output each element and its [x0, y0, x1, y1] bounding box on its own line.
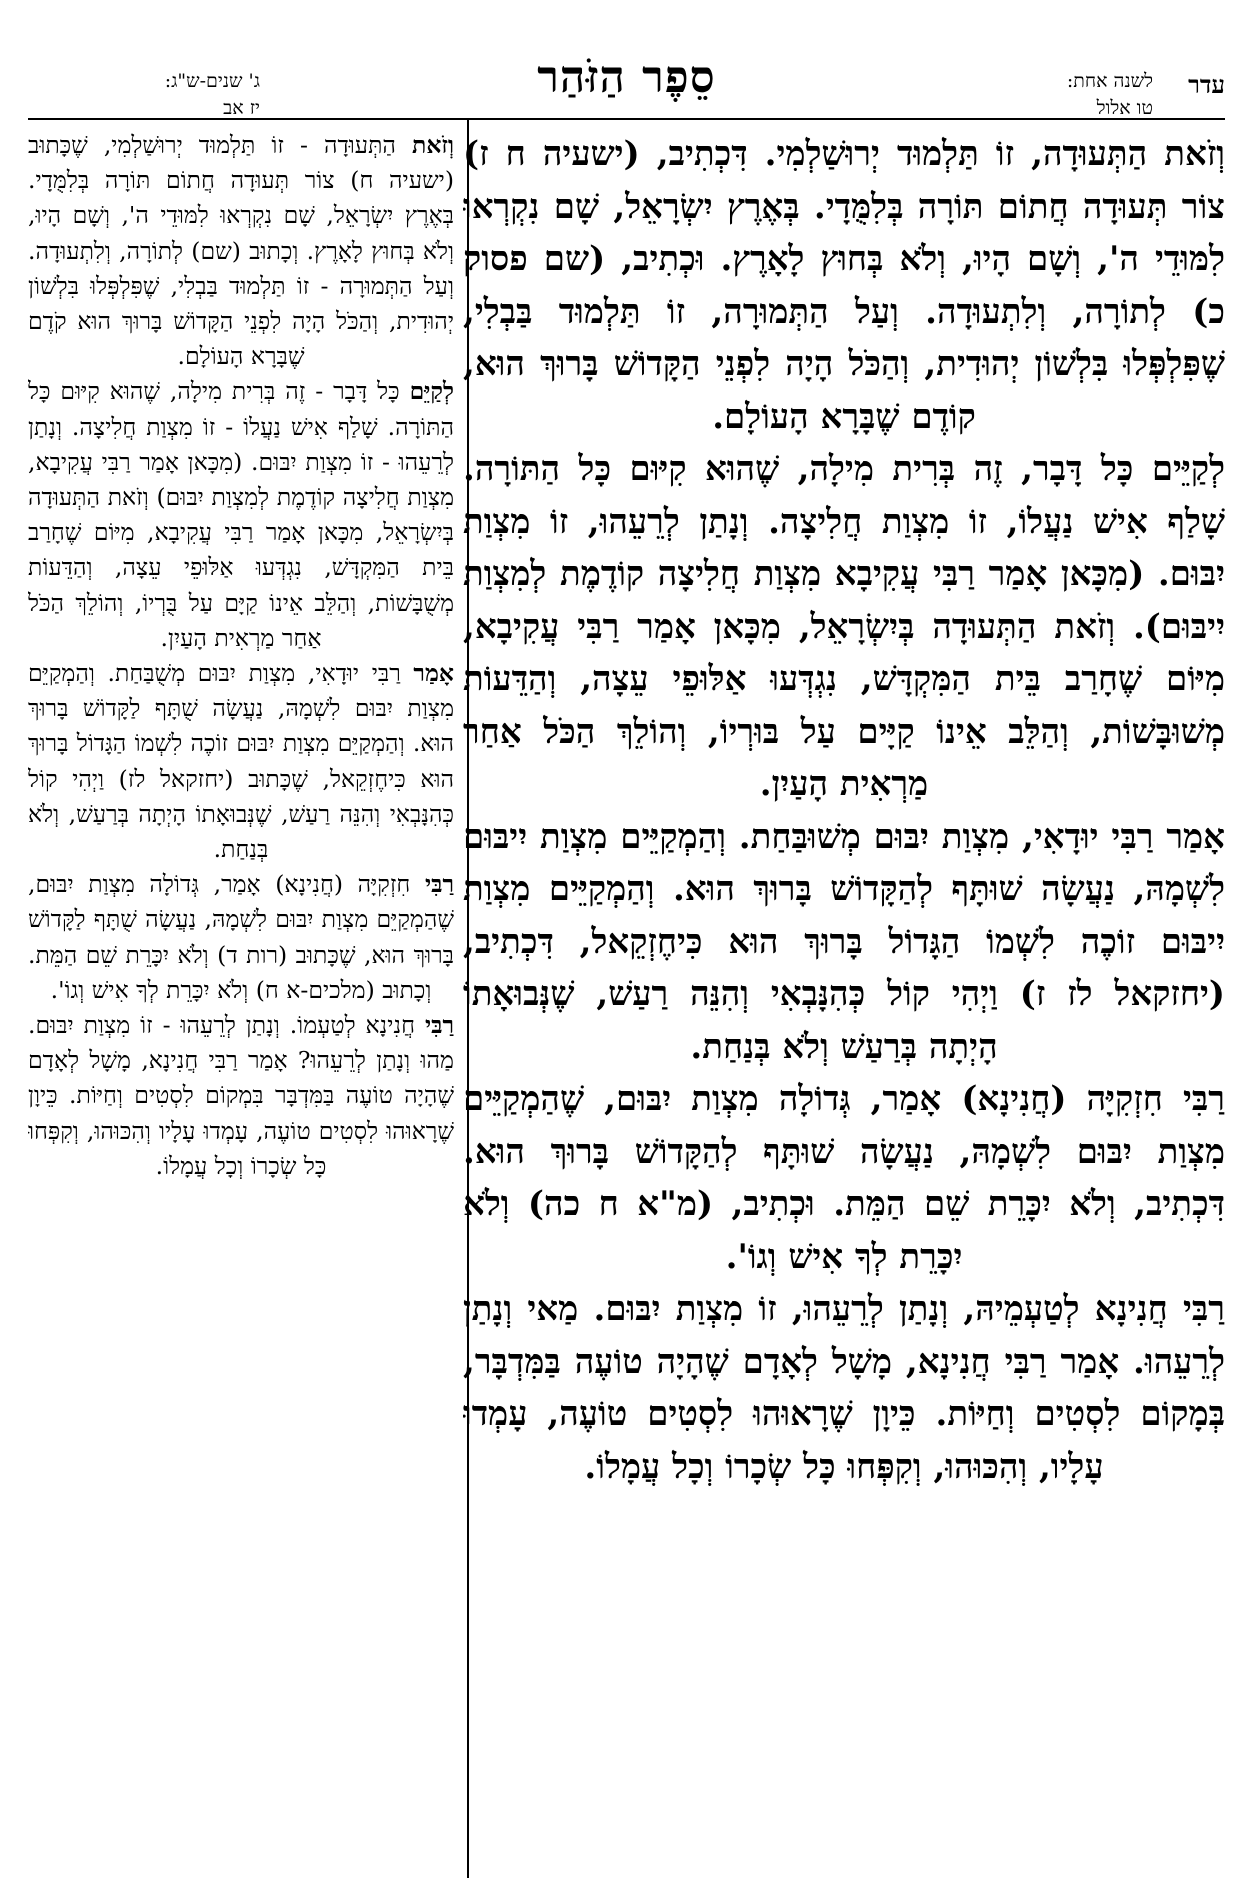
paragraph-opening-word: וְזֹאת [411, 131, 454, 159]
paragraph-opening-word: רַבִּי [1182, 1079, 1225, 1119]
translation-paragraph [28, 867, 454, 1008]
three-year-date: יז אב [223, 97, 260, 119]
main-paragraph [463, 128, 1225, 443]
three-year-label: ג' שנים-ש"ג: [164, 70, 260, 92]
paragraph-opening-word: רַבִּי [1182, 1289, 1225, 1329]
main-paragraph [463, 443, 1225, 811]
paragraph-opening-word: לְקַיֵּם [409, 377, 454, 406]
paragraph-text: חֲנִינָא לְטַעְמֵיהּ, וְנָתַן לְרֵעֵהוּ, זוֹ מִצְוַת יִבּוּם. מַאי וְנָתַן לְרֵעֵהוּ. אָמַר רַבִּי חֲנִינָא, מָשָׁל לְאָדָם שֶׁהָיָה טוֹעֶה בַּמִּדְבָּר, בְּמָקוֹם לִסְטִים וְחַיּוֹת. כֵּיוָן שֶׁרָאוּהוּ לִסְטִים טוֹעֶה, עָמְדוּ עָלָיו, וְהִכּוּהוּ, וְקִפְּחוּ כָּל שְׂכָרוֹ וְכָל עֲמָלוֹ. [463, 1289, 1225, 1487]
paragraph-text: חִזְקִיָּה (חֲנִינָא) אָמַר, גְּדוֹלָה מִצְוַת יִבּוּם, שֶׁהַמְקַיֵּים מִצְוַת יִבּוּם לִשְׁמָהּ, נַעֲשָׂה שׁוּתָּף לְהַקָּדוֹשׁ בָּרוּךְ הוּא. דִּכְתִיב, וְלֹא יִכָּרֵת שֵׁם הַמֵּת. וּכְתִיב, (מ"א ח כה) וְלֹא יִכָּרֵת לְךָ אִישׁ וְגוֹ'. [463, 1079, 1225, 1277]
paragraph-opening-word: וְזֹאת [1164, 134, 1225, 174]
translation-paragraph [28, 128, 454, 374]
translation-paragraph [28, 656, 454, 867]
one-year-label: לשנה אחת: [1066, 70, 1153, 92]
header-rule [28, 118, 1225, 120]
parsha-label: עדר [1188, 70, 1225, 99]
main-paragraph [463, 811, 1225, 1074]
main-text-column [463, 128, 1225, 1868]
paragraph-text: חִזְקִיָּה (חֲנִינָא) אָמַר, גְּדוֹלָה מִצְוַת יִבּוּם, שֶׁהַמְקַיֵּם מִצְוַת יִבּוּם לִשְׁמָהּ, נַעֲשָׂה שֻׁתָּף לַקָּדוֹשׁ בָּרוּךְ הוּא, שֶׁכָּתוּב (רות ד) וְלֹא יִכָּרֵת שֵׁם הַמֵּת. וְכָתוּב (מלכים-א ח) וְלֹא יִכָּרֵת לְךָ אִישׁ וְגוֹ'. [28, 870, 454, 1004]
paragraph-opening-word: אָמַר [1166, 816, 1225, 857]
paragraph-text: רַבִּי יוּדָאִי, מִצְוַת יִבּוּם מְשֻׁבַּחַת. וְהַמְקַיֵּם מִצְוַת יִבּוּם לִשְׁמָהּ, נַעֲשָׂה שֻׁתָּף לַקָּדוֹשׁ בָּרוּךְ הוּא. וְהַמְקַיֵּם מִצְוַת יִבּוּם זוֹכֶה לִשְׁמוֹ הַגָּדוֹל בָּרוּךְ הוּא כִּיחֶזְקֵאל, שֶׁכָּתוּב (יחזקאל לז) וַיְהִי קוֹל כְּהִנָּבְאִי וְהִנֵּה רַעַשׁ, שֶׁנְּבוּאָתוֹ הָיְתָה בְּרַעַשׁ, וְלֹא בְּנַחַת. [28, 659, 454, 864]
translation-paragraph [28, 1008, 454, 1184]
main-paragraph [463, 1283, 1225, 1493]
paragraph-text: חֲנִינָא לְטַעְמוֹ. וְנָתַן לְרֵעֵהוּ - זוֹ מִצְוַת יִבּוּם. מַהוּ וְנָתַן לְרֵעֵהוּ? אָמַר רַבִּי חֲנִינָא, מָשָׁל לְאָדָם שֶׁהָיָה טוֹעֶה בַּמִּדְבָּר בִּמְקוֹם לִסְטִים וְחַיּוֹת. כֵּיוָן שֶׁרָאוּהוּ לִסְטִים טוֹעֶה, עָמְדוּ עָלָיו וְהִכּוּהוּ, וְקִפְּחוּ כָּל שְׂכָרוֹ וְכָל עֲמָלוֹ. [28, 1011, 454, 1180]
paragraph-opening-word: רַבִּי [424, 870, 454, 899]
three-year-schedule [100, 68, 260, 122]
translation-paragraph [28, 374, 454, 656]
paragraph-opening-word: אָמַר [413, 659, 454, 688]
paragraph-opening-word: לְקַיֵּים [1151, 449, 1225, 489]
one-year-date: טו אלול [1096, 97, 1153, 119]
page-title: סֵפֶר הַזֹּהַר [537, 52, 716, 103]
translation-column [28, 128, 454, 1868]
paragraph-text: הַתְּעוּדָה - זוֹ תַּלְמוּד יְרוּשַׁלְמִי, שֶׁכָּתוּב (ישעיה ח) צוֹר תְּעוּדָה חֲתוֹם תּוֹרָה בְּלִמֻּדָי. בְּאֶרֶץ יִשְׂרָאֵל, שָׁם נִקְרְאוּ לִמּוּדֵי ה', וְשָׁם הָיוּ, וְלֹא בְּחוּץ לָאָרֶץ. וְכָתוּב (שם) לְתוֹרָה, וְלִתְעוּדָה. וְעַל הַתְּמוּרָה - זוֹ תַּלְמוּד בַּבְלִי, שֶׁפִּלְפְּלוּ בִּלְשׁוֹן יְהוּדִית, וְהַכֹּל הָיָה לִפְנֵי הַקָּדוֹשׁ בָּרוּךְ הוּא קֹדֶם שֶׁבָּרָא הָעוֹלָם. [28, 131, 454, 371]
paragraph-opening-word: רַבִּי [424, 1011, 454, 1040]
paragraph-text: כָּל דָּבָר, זֶה בְּרִית מִילָה, שֶׁהוּא קִיּוּם כָּל הַתּוֹרָה. שָׁלַף אִישׁ נַעֲלוֹ, זוֹ מִצְוַת חֲלִיצָה. וְנָתַן לְרֵעֵהוּ, זוֹ מִצְוַת יִבּוּם. (מִכָּאן אָמַר רַבִּי עֲקִיבָא מִצְוַת חֲלִיצָה קוֹדֶמֶת לְמִצְוַת יִיבּוּם). וְזֹאת הַתְּעוּדָה בְּיִשְׂרָאֵל, מִכָּאן אָמַר רַבִּי עֲקִיבָא, מִיּוֹם שֶׁחָרַב בֵּית הַמִּקְדָּשׁ, נִגְדְּעוּ אַלּוּפֵי עֵצָה, וְהַדֵּעוֹת מְשׁוּבָּשׁוֹת, וְהַלֵּב אֵינוֹ קַיָּים עַל בּוּרְיוֹ, וְהוֹלֵךְ הַכֹּל אַחַר מַרְאִית הָעַיִן. [463, 449, 1225, 804]
paragraph-text: רַבִּי יוּדָאִי, מִצְוַת יִבּוּם מְשׁוּבַּחַת. וְהַמְקַיֵּים מִצְוַת יִיבּוּם לִשְׁמָהּ, נַעֲשָׂה שׁוּתָּף לְהַקָּדוֹשׁ בָּרוּךְ הוּא. וְהַמְקַיֵּים מִצְוַת יִיבּוּם זוֹכֶה לִשְׁמוֹ הַגָּדוֹל בָּרוּךְ הוּא כִּיחֶזְקֵאל, דִּכְתִיב, (יחזקאל לז ז) וַיְהִי קוֹל כְּהִנָּבְאִי וְהִנֵּה רַעַשׁ, שֶׁנְּבוּאָתוֹ הָיְתָה בְּרַעַשׁ וְלֹא בְּנַחַת. [463, 816, 1225, 1067]
paragraph-text: הַתְּעוּדָה, זוֹ תַּלְמוּד יְרוּשַׁלְמִי. דִּכְתִיב, (ישעיה ח ז) צוֹר תְּעוּדָה חֲתוֹם תּוֹרָה בְּלִמֻּדָי. בְּאֶרֶץ יִשְׂרָאֵל, שָׁם נִקְרְאוּ לִמּוּדֵי ה', וְשָׁם הָיוּ, וְלֹא בְּחוּץ לָאָרֶץ. וּכְתִיב, (שם פסוק כ) לְתוֹרָה, וְלִתְעוּדָה. וְעַל הַתְּמוּרָה, זוֹ תַּלְמוּד בַּבְלִי, שֶׁפִּלְפְּלוּ בִּלְשׁוֹן יְהוּדִית, וְהַכֹּל הָיָה לִפְנֵי הַקָּדוֹשׁ בָּרוּךְ הוּא, קוֹדֶם שֶׁבָּרָא הָעוֹלָם. [463, 134, 1225, 437]
main-paragraph [463, 1073, 1225, 1283]
paragraph-text: כָּל דָּבָר - זֶה בְּרִית מִילָה, שֶׁהוּא קִיּוּם כָּל הַתּוֹרָה. שָׁלַף אִישׁ נַעֲלוֹ - זוֹ מִצְוַת חֲלִיצָה. וְנָתַן לְרֵעֵהוּ - זוֹ מִצְוַת יִבּוּם. (מִכָּאן אָמַר רַבִּי עֲקִיבָא, מִצְוַת חֲלִיצָה קוֹדֶמֶת לְמִצְוַת יִבּוּם) וְזֹאת הַתְּעוּדָה בְּיִשְׂרָאֵל, מִכָּאן אָמַר רַבִּי עֲקִיבָא, מִיּוֹם שֶׁחָרַב בֵּית הַמִּקְדָּשׁ, נִגְדְּעוּ אַלּוּפֵי עֵצָה, וְהַדֵּעוֹת מְשֻׁבָּשׁוֹת, וְהַלֵּב אֵינוֹ קַיָּם עַל בֻּרְיוֹ, וְהוֹלֵךְ הַכֹּל אַחַר מַרְאִית הָעַיִן. [28, 377, 454, 652]
